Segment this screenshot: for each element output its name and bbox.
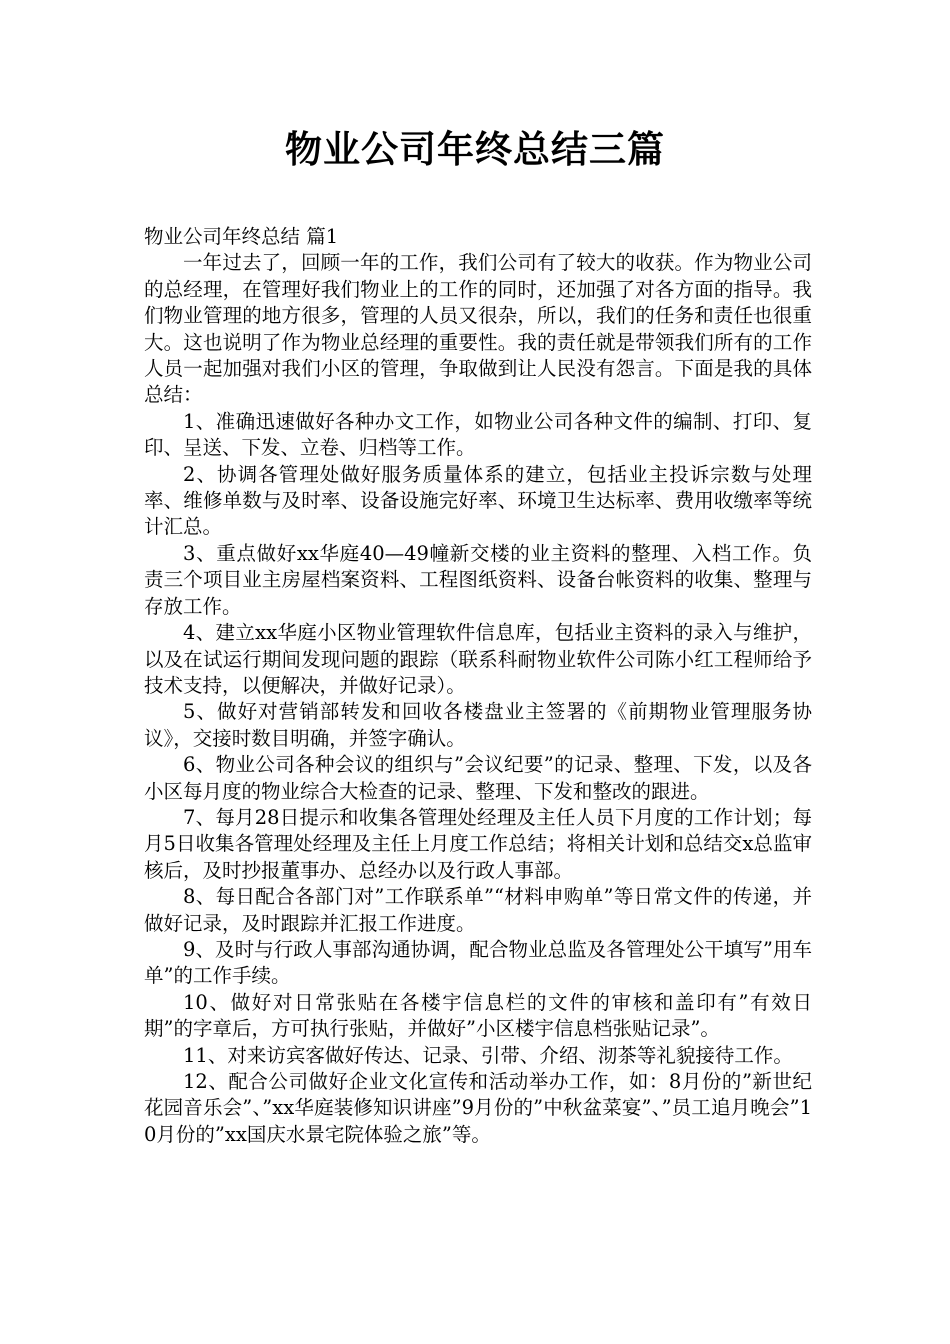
section-heading: 物业公司年终总结 篇1 [144, 225, 339, 248]
list-item-9: 9、及时与行政人事部沟通协调，配合物业总监及各管理处公干填写”用车单”的工作手续。 [144, 937, 812, 988]
list-item-12: 12、配合公司做好企业文化宣传和活动举办工作，如：8月份的”新世纪花园音乐会”、”xx华庭装修知识讲座”9月份的”中秋盆菜宴”、”员工追月晚会”10月份的”xx国庆水景宅院体验之旅”等。 [144, 1070, 812, 1146]
list-item-1: 1、准确迅速做好各种办文工作，如物业公司各种文件的编制、打印、复印、呈送、下发、立卷、归档等工作。 [144, 409, 812, 460]
intro-paragraph: 一年过去了，回顾一年的工作，我们公司有了较大的收获。作为物业公司的总经理，在管理好我们物业上的工作的同时，还加强了对各方面的指导。我们物业管理的地方很多，管理的人员又很杂，所以，我们的任务和责任也很重大。这也说明了作为物业总经理的重要性。我的责任就是带领我们所有的工作人员一起加强对我们小区的管理，争取做到让人民没有怨言。下面是我的具体总结： [144, 251, 812, 407]
list-item-4: 4、建立xx华庭小区物业管理软件信息库，包括业主资料的录入与维护，以及在试运行期间发现问题的跟踪（联系科耐物业软件公司陈小红工程师给予技术支持，以便解决，并做好记录）。 [144, 621, 812, 697]
list-item-6: 6、物业公司各种会议的组织与”会议纪要”的记录、整理、下发，以及各小区每月度的物业综合大检查的记录、整理、下发和整改的跟进。 [144, 753, 812, 803]
list-item-3: 3、重点做好xx华庭40—49幢新交楼的业主资料的整理、入档工作。负责三个项目业主房屋档案资料、工程图纸资料、设备台帐资料的收集、整理与存放工作。 [144, 541, 812, 618]
list-item-8: 8、每日配合各部门对”工作联系单”“材料申购单”等日常文件的传递，并做好记录，及时跟踪并汇报工作进度。 [144, 885, 812, 935]
document-body [144, 224, 812, 1148]
list-item-10: 10、做好对日常张贴在各楼宇信息栏的文件的审核和盖印有”有效日期”的字章后，方可执行张贴，并做好”小区楼宇信息档张贴记录”。 [144, 990, 812, 1041]
list-item-7: 7、每月28日提示和收集各管理处经理及主任人员下月度的工作计划；每月5日收集各管理处经理及主任上月度工作总结；将相关计划和总结交x总监审核后，及时抄报董事办、总经办以及行政人事部。 [144, 805, 812, 882]
document-title: 物业公司年终总结三篇 [285, 128, 665, 171]
list-item-2: 2、协调各管理处做好服务质量体系的建立，包括业主投诉宗数与处理率、维修单数与及时率、设备设施完好率、环境卫生达标率、费用收缴率等统计汇总。 [144, 462, 812, 539]
list-item-5: 5、做好对营销部转发和回收各楼盘业主签署的《前期物业管理服务协议》，交接时数目明确，并签字确认。 [144, 700, 812, 750]
list-item-11: 11、对来访宾客做好传达、记录、引带、介绍、沏茶等礼貌接待工作。 [183, 1043, 793, 1067]
